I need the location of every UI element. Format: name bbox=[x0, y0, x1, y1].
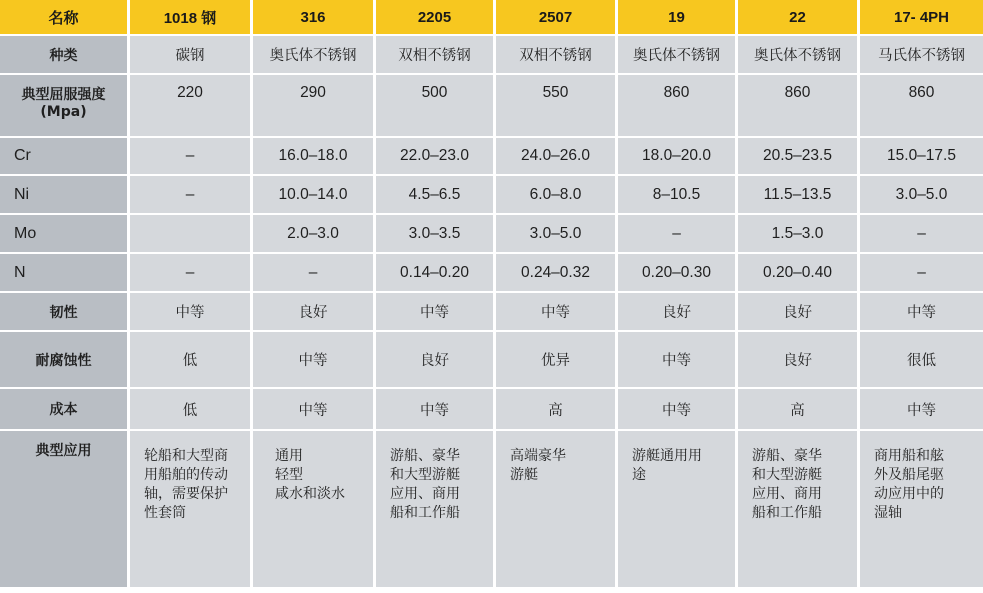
header-1018: 1018 钢 bbox=[130, 0, 253, 36]
table-cell: 优异 bbox=[496, 332, 618, 389]
table-cell: 轮船和大型商 用船舶的传动 轴，需要保护 性套筒 bbox=[130, 431, 253, 589]
table-cell: 中等 bbox=[253, 389, 376, 431]
table-cell: 良好 bbox=[738, 332, 860, 389]
table-cell: 3.0–5.0 bbox=[496, 215, 618, 254]
table-row bbox=[0, 36, 983, 75]
table-cell: 低 bbox=[130, 389, 253, 431]
table-row bbox=[0, 293, 983, 332]
table-cell: 15.0–17.5 bbox=[860, 138, 983, 176]
table-cell: 3.0–5.0 bbox=[860, 176, 983, 215]
table-cell: 中等 bbox=[496, 293, 618, 332]
row-label-cost: 成本 bbox=[0, 389, 130, 431]
table-cell: – bbox=[253, 254, 376, 293]
row-label-cr: Cr bbox=[0, 138, 130, 176]
header-19: 19 bbox=[618, 0, 738, 36]
table-cell: 中等 bbox=[618, 389, 738, 431]
table-cell: 游船、豪华 和大型游艇 应用、商用 船和工作船 bbox=[376, 431, 496, 589]
table-row bbox=[0, 332, 983, 389]
table-cell: 500 bbox=[376, 75, 496, 138]
row-label-application: 典型应用 bbox=[0, 431, 130, 589]
table-cell: 良好 bbox=[376, 332, 496, 389]
table-cell: 中等 bbox=[618, 332, 738, 389]
table-row bbox=[0, 389, 983, 431]
table-cell: 2.0–3.0 bbox=[253, 215, 376, 254]
table-cell: 中等 bbox=[376, 293, 496, 332]
table-cell: 550 bbox=[496, 75, 618, 138]
table-cell: 16.0–18.0 bbox=[253, 138, 376, 176]
row-label-yield: 典型屈服强度 (Mpa) bbox=[0, 75, 130, 138]
table-row bbox=[0, 215, 983, 254]
table-cell: 奥氏体不锈钢 bbox=[738, 36, 860, 75]
row-label-corrosion: 耐腐蚀性 bbox=[0, 332, 130, 389]
table-cell: 18.0–20.0 bbox=[618, 138, 738, 176]
table-cell: 4.5–6.5 bbox=[376, 176, 496, 215]
header-row bbox=[0, 0, 983, 36]
table-cell: – bbox=[130, 176, 253, 215]
table-cell: 中等 bbox=[860, 389, 983, 431]
header-22: 22 bbox=[738, 0, 860, 36]
table-cell: 奥氏体不锈钢 bbox=[253, 36, 376, 75]
table-cell: 3.0–3.5 bbox=[376, 215, 496, 254]
table-cell: 0.20–0.30 bbox=[618, 254, 738, 293]
table-cell: 双相不锈钢 bbox=[376, 36, 496, 75]
table-cell: 11.5–13.5 bbox=[738, 176, 860, 215]
table-cell: 双相不锈钢 bbox=[496, 36, 618, 75]
table-cell: – bbox=[860, 254, 983, 293]
table-cell: 商用船和舷 外及船尾驱 动应用中的 湿轴 bbox=[860, 431, 983, 589]
table-cell: – bbox=[130, 254, 253, 293]
table-cell: 中等 bbox=[376, 389, 496, 431]
table-row bbox=[0, 176, 983, 215]
table-cell: 8–10.5 bbox=[618, 176, 738, 215]
row-label-mo: Mo bbox=[0, 215, 130, 254]
table-cell: 游船、豪华 和大型游艇 应用、商用 船和工作船 bbox=[738, 431, 860, 589]
header-name: 名称 bbox=[0, 0, 130, 36]
table-row bbox=[0, 254, 983, 293]
table-cell: 高 bbox=[738, 389, 860, 431]
table-cell: 低 bbox=[130, 332, 253, 389]
table-cell: 20.5–23.5 bbox=[738, 138, 860, 176]
table-cell: 6.0–8.0 bbox=[496, 176, 618, 215]
header-316: 316 bbox=[253, 0, 376, 36]
table-cell: 290 bbox=[253, 75, 376, 138]
table-cell: 良好 bbox=[253, 293, 376, 332]
table-cell: 奥氏体不锈钢 bbox=[618, 36, 738, 75]
header-17-4ph: 17- 4PH bbox=[860, 0, 983, 36]
table-cell: 0.14–0.20 bbox=[376, 254, 496, 293]
table-cell: 良好 bbox=[618, 293, 738, 332]
table-cell: 游艇通用用 途 bbox=[618, 431, 738, 589]
table-row bbox=[0, 75, 983, 138]
header-2205: 2205 bbox=[376, 0, 496, 36]
table-cell: 中等 bbox=[860, 293, 983, 332]
table-cell: – bbox=[130, 138, 253, 176]
table-cell: – bbox=[618, 215, 738, 254]
table-cell: 很低 bbox=[860, 332, 983, 389]
table-row bbox=[0, 431, 983, 589]
table-cell: 中等 bbox=[130, 293, 253, 332]
row-label-toughness: 韧性 bbox=[0, 293, 130, 332]
table-cell: 860 bbox=[738, 75, 860, 138]
table-row bbox=[0, 138, 983, 176]
table-cell: 860 bbox=[618, 75, 738, 138]
table-cell: 24.0–26.0 bbox=[496, 138, 618, 176]
table-cell: 高 bbox=[496, 389, 618, 431]
row-label-n: N bbox=[0, 254, 130, 293]
table-cell: 0.20–0.40 bbox=[738, 254, 860, 293]
table-cell: 中等 bbox=[253, 332, 376, 389]
table-cell: 220 bbox=[130, 75, 253, 138]
table-cell: 高端豪华 游艇 bbox=[496, 431, 618, 589]
row-label-type: 种类 bbox=[0, 36, 130, 75]
table-cell: 良好 bbox=[738, 293, 860, 332]
table-cell: 860 bbox=[860, 75, 983, 138]
table-cell bbox=[130, 215, 253, 254]
table-cell: 10.0–14.0 bbox=[253, 176, 376, 215]
row-label-ni: Ni bbox=[0, 176, 130, 215]
table-cell: 1.5–3.0 bbox=[738, 215, 860, 254]
table-cell: 通用 轻型 咸水和淡水 bbox=[253, 431, 376, 589]
header-2507: 2507 bbox=[496, 0, 618, 36]
table-cell: 碳钢 bbox=[130, 36, 253, 75]
table-cell: – bbox=[860, 215, 983, 254]
table-cell: 22.0–23.0 bbox=[376, 138, 496, 176]
table-cell: 0.24–0.32 bbox=[496, 254, 618, 293]
table-cell: 马氏体不锈钢 bbox=[860, 36, 983, 75]
